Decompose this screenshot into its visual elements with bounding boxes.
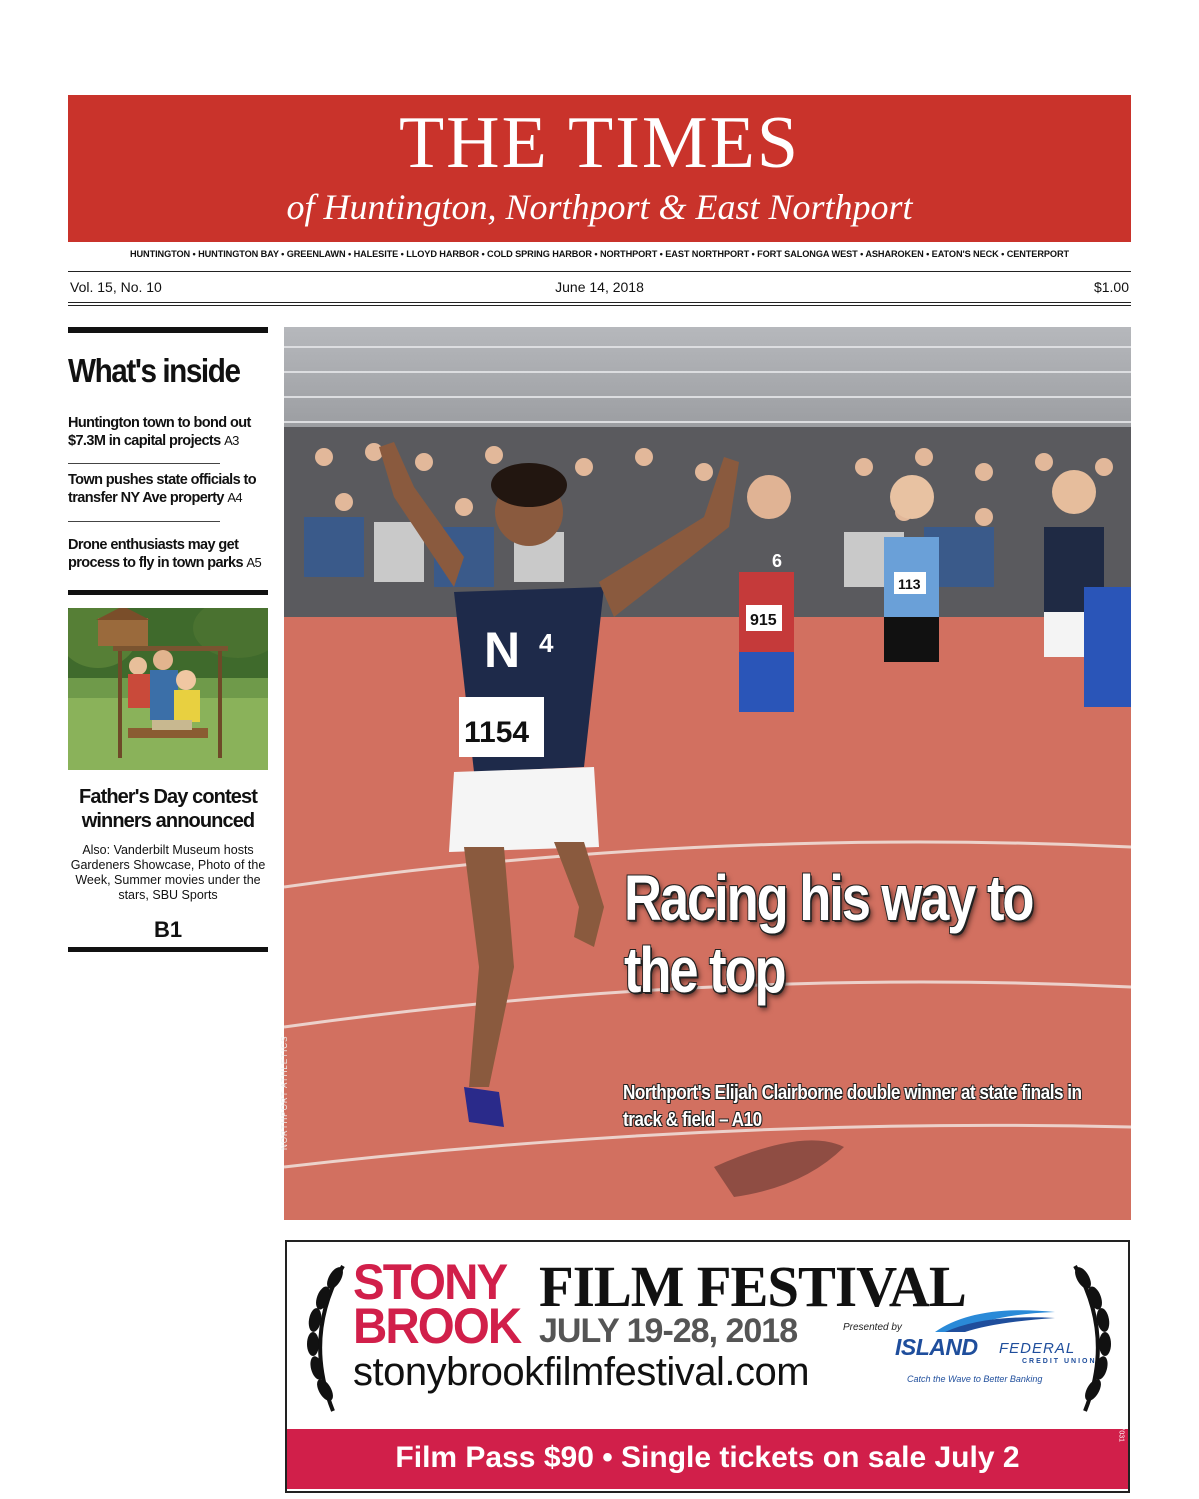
photo-credit: NORTHPORT ATHLETICS [280,1035,289,1150]
bib-1154: 1154 [464,716,530,749]
teaser-text: Drone enthusiasts may get process to fly in town parks [68,537,243,571]
whats-inside-heading: What's inside [68,352,240,389]
masthead [68,95,1131,242]
wave-logo-icon [935,1304,1055,1334]
divider [68,305,1131,306]
newspaper-title: THE TIMES [398,102,800,184]
ad-dates: JULY 19-28, 2018 [539,1312,798,1350]
divider [68,302,1131,303]
jersey-6: 6 [772,551,783,571]
ad-brand-line1: STONY [353,1254,507,1310]
teaser-item[interactable] [68,536,268,572]
ad-event-title: FILM FESTIVAL [539,1254,966,1319]
ad-url-link[interactable]: stonybrookfilmfestival.com [353,1350,810,1394]
laurel-right-icon [1065,1256,1125,1416]
teaser-item[interactable] [68,471,268,507]
teaser-item[interactable] [68,414,268,450]
sponsor-subtitle: CREDIT UNION [1022,1358,1097,1365]
feature-headline[interactable]: Father's Day contest winners announced [79,786,257,832]
teaser-text: Town pushes state officials to transfer NY Ave property [68,472,256,506]
sponsor-name-light: FEDERAL [999,1340,1076,1357]
bib-113: 113 [898,576,921,592]
jersey-number: 4 [539,628,554,658]
teaser-page: A5 [246,555,262,570]
sidebar-top-rule [68,327,268,333]
sidebar-bottom-rule [68,947,268,952]
issue-date: June 14, 2018 [555,279,644,295]
film-festival-ad[interactable] [285,1240,1130,1493]
ad-code: 157031 [1117,1418,1124,1442]
ad-brand-name [353,1254,521,1354]
teaser-divider [68,463,220,464]
family-photo-illustration [68,608,268,770]
teaser-page: A4 [227,490,243,505]
volume-number: Vol. 15, No. 10 [70,279,162,295]
jersey-letter: N [484,622,521,678]
ad-ticket-banner: Film Pass $90 • Single tickets on sale July 2 [287,1429,1128,1489]
feature-also-text: Also: Vanderbilt Museum hosts Gardeners Showcase, Photo of the Week, Summer movies under the stars, SBU Sports [70,843,266,902]
sponsor-tagline: Catch the Wave to Better Banking [907,1374,1043,1384]
towns-line: HUNTINGTON • HUNTINGTON BAY • GREENLAWN • HALESITE • LLOYD HARBOR • COLD SPRING HARBOR • NORTHPORT • EAST NORTHPORT • FORT SALONGA WEST • ASHAROKEN • EATON'S NECK • CENTERPORT [129,249,1069,259]
issue-info-row [68,279,1131,299]
feature-page-ref: B1 [153,917,183,942]
ad-presented-by: Presented by [843,1322,902,1333]
fathers-day-photo[interactable] [68,608,268,770]
divider [68,271,1131,272]
sponsor-name: ISLAND [895,1334,978,1360]
newspaper-subtitle: of Huntington, Northport & East Northport [286,187,913,227]
teaser-page: A3 [224,433,239,448]
cover-subhead: Northport's Elijah Clairborne double winner at state finals in track & field – A10 [623,1082,1082,1131]
teaser-text: Huntington town to bond out $7.3M in capital projects [68,415,251,449]
issue-price: $1.00 [1093,279,1129,295]
laurel-left-icon [293,1256,353,1416]
ad-brand-line2: BROOK [353,1298,521,1354]
sidebar-rule [68,590,268,595]
cover-headline[interactable]: Racing his way to the top [624,862,1033,1006]
bib-915: 915 [750,612,777,629]
teaser-divider [68,521,220,522]
